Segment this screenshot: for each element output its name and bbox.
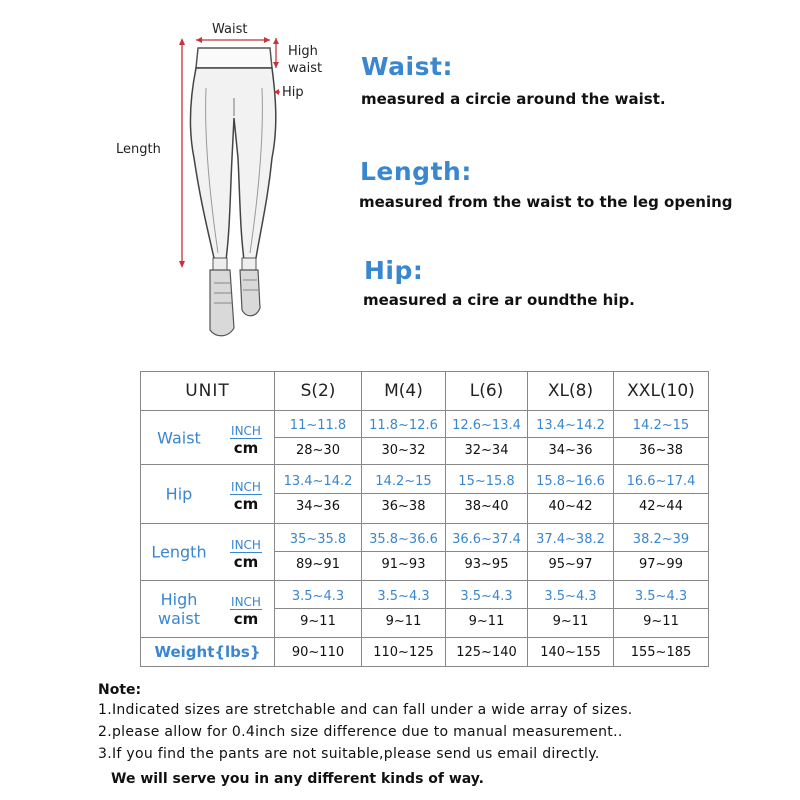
inch-value: 15.8~16.6 — [527, 474, 614, 494]
figure-label-length: Length — [116, 142, 161, 157]
unit-marker — [217, 420, 275, 456]
row-name: Length — [151, 542, 207, 562]
note-line: 1.Indicated sizes are stretchable and can fall under a wide array of sizes. — [98, 702, 633, 718]
cm-unit: cm — [233, 438, 259, 457]
inch-value: 3.5~4.3 — [274, 589, 362, 609]
table-row — [141, 411, 709, 465]
inch-value: 13.4~14.2 — [527, 418, 614, 438]
table-cell — [528, 465, 614, 524]
table-cell — [446, 524, 528, 581]
unit-marker — [217, 534, 275, 570]
figure-label-high-waist: High waist — [288, 44, 323, 76]
unit-marker — [217, 476, 275, 512]
cm-value: 32~34 — [464, 442, 509, 458]
definition-title-waist: Waist: — [361, 52, 453, 81]
size-chart-table — [140, 371, 709, 667]
table-cell — [275, 581, 362, 638]
cm-unit: cm — [233, 610, 259, 628]
cm-value: 89~91 — [296, 557, 340, 572]
figure-label-hip: Hip — [282, 85, 304, 100]
cm-value: 97~99 — [639, 557, 683, 572]
table-cell — [614, 581, 709, 638]
inch-value: 38.2~39 — [613, 532, 709, 552]
row-label-high-waist — [141, 581, 275, 638]
definition-text-length: measured from the waist to the leg opening — [359, 193, 733, 211]
table-cell — [275, 524, 362, 581]
table-cell — [446, 411, 528, 465]
inch-value: 11.8~12.6 — [361, 418, 446, 438]
inch-unit: INCH — [231, 423, 261, 438]
closing-message: We will serve you in any different kinds of way. — [111, 771, 484, 787]
inch-value: 36.6~37.4 — [445, 532, 528, 552]
table-cell — [362, 524, 446, 581]
size-header: S(2) — [275, 372, 362, 411]
row-label-length — [141, 524, 275, 581]
definition-text-hip: measured a cire ar oundthe hip. — [363, 291, 635, 309]
table-cell — [528, 411, 614, 465]
size-header: L(6) — [446, 372, 528, 411]
cm-value: 9~11 — [385, 614, 422, 629]
inch-value: 3.5~4.3 — [613, 589, 709, 609]
table-cell — [446, 465, 528, 524]
leggings-illustration — [110, 8, 340, 353]
cm-value: 91~93 — [381, 557, 426, 572]
inch-value: 14.2~15 — [613, 418, 709, 438]
inch-value: 15~15.8 — [445, 474, 528, 494]
table-header-row — [141, 372, 709, 411]
figure-label-waist: Waist — [212, 22, 248, 37]
inch-value: 3.5~4.3 — [445, 589, 528, 609]
weight-value: 155~185 — [614, 638, 709, 667]
definition-title-hip: Hip: — [364, 256, 424, 285]
table-cell — [446, 581, 528, 638]
row-label-hip — [141, 465, 275, 524]
cm-value: 93~95 — [464, 557, 509, 572]
cm-value: 9~11 — [552, 614, 589, 629]
row-label-waist — [141, 411, 275, 465]
size-header: XXL(10) — [614, 372, 709, 411]
cm-value: 40~42 — [548, 499, 593, 514]
table-cell — [275, 411, 362, 465]
row-name: Waist — [157, 428, 201, 447]
inch-value: 14.2~15 — [361, 474, 446, 494]
cm-value: 30~32 — [381, 442, 426, 458]
row-name: Hip — [165, 484, 193, 504]
inch-value: 35.8~36.6 — [361, 532, 446, 552]
inch-value: 3.5~4.3 — [361, 589, 446, 609]
weight-value: 110~125 — [362, 638, 446, 667]
inch-unit: INCH — [231, 538, 261, 552]
table-row — [141, 581, 709, 638]
cm-value: 38~40 — [464, 499, 509, 514]
table-cell — [362, 411, 446, 465]
inch-unit: INCH — [231, 595, 261, 609]
table-cell — [614, 465, 709, 524]
row-label-weight: Weight{lbs} — [141, 638, 275, 667]
weight-value: 90~110 — [275, 638, 362, 667]
table-cell — [528, 524, 614, 581]
inch-value: 16.6~17.4 — [613, 474, 709, 494]
table-row-weight — [141, 638, 709, 667]
inch-value: 13.4~14.2 — [274, 474, 362, 494]
cm-unit: cm — [233, 553, 259, 571]
size-header: XL(8) — [528, 372, 614, 411]
table-cell — [362, 465, 446, 524]
inch-unit: INCH — [231, 480, 261, 494]
note-line: 2.please allow for 0.4inch size difference due to manual measurement.. — [98, 724, 623, 740]
table-cell — [362, 581, 446, 638]
inch-value: 12.6~13.4 — [445, 418, 528, 438]
cm-value: 36~38 — [381, 499, 426, 514]
cm-unit: cm — [233, 495, 259, 513]
table-cell — [614, 524, 709, 581]
cm-value: 28~30 — [296, 442, 340, 458]
unit-marker — [217, 591, 275, 627]
definition-title-length: Length: — [360, 157, 472, 186]
inch-value: 11~11.8 — [274, 418, 362, 438]
table-row — [141, 524, 709, 581]
cm-value: 34~36 — [548, 442, 593, 458]
weight-value: 140~155 — [528, 638, 614, 667]
inch-value: 3.5~4.3 — [527, 589, 614, 609]
table-row — [141, 465, 709, 524]
cm-value: 95~97 — [548, 557, 593, 572]
cm-value: 36~38 — [639, 442, 683, 458]
cm-value: 9~11 — [300, 614, 336, 629]
inch-value: 35~35.8 — [274, 532, 362, 552]
cm-value: 42~44 — [639, 499, 683, 514]
table-cell — [614, 411, 709, 465]
notes-section — [98, 681, 778, 787]
inch-value: 37.4~38.2 — [527, 532, 614, 552]
weight-value: 125~140 — [446, 638, 528, 667]
notes-title: Note: — [98, 682, 142, 698]
cm-value: 34~36 — [296, 499, 340, 514]
row-name: High waist — [158, 590, 200, 628]
table-cell — [528, 581, 614, 638]
cm-value: 9~11 — [643, 614, 679, 629]
cm-value: 9~11 — [468, 614, 505, 629]
note-line: 3.If you find the pants are not suitable,please send us email directly. — [98, 746, 600, 762]
unit-header: UNIT — [141, 372, 275, 411]
table-cell — [275, 465, 362, 524]
definition-text-waist: measured a circie around the waist. — [361, 90, 666, 108]
size-header: M(4) — [362, 372, 446, 411]
